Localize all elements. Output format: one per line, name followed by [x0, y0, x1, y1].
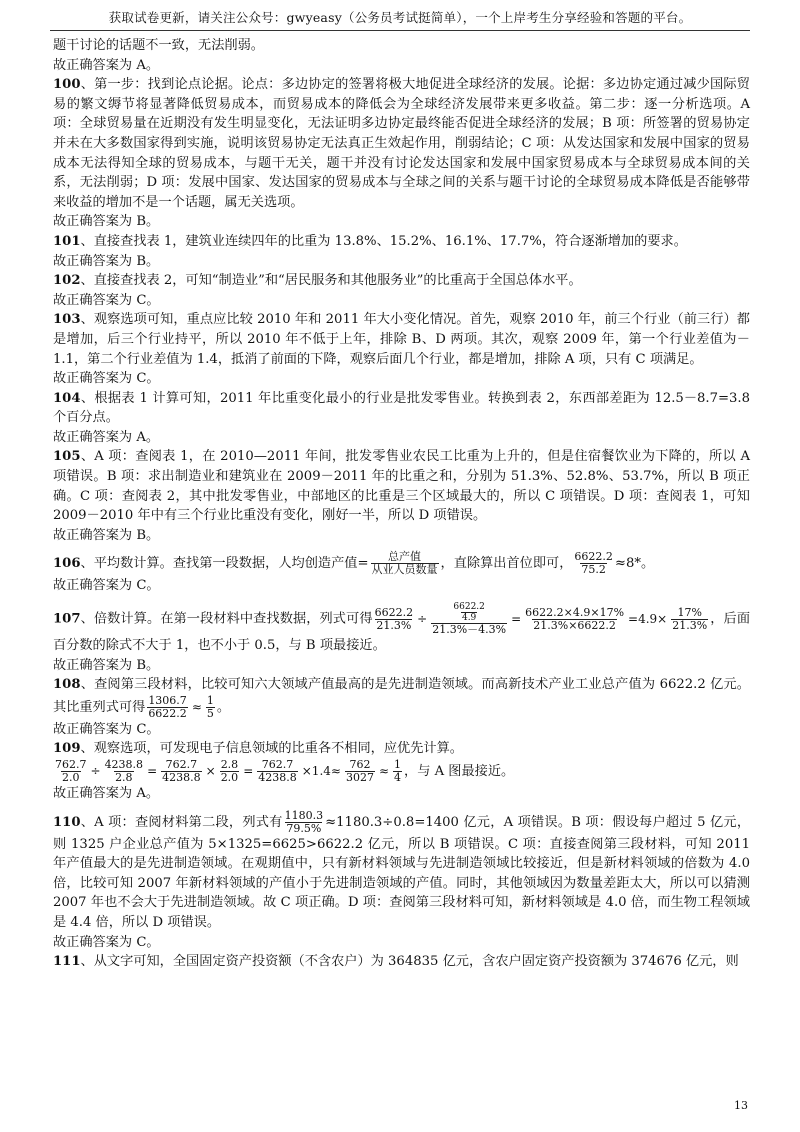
fraction	[55, 759, 87, 784]
fraction-denominator: 4.9	[461, 613, 477, 624]
fraction-denominator: 21.3%	[376, 618, 412, 632]
fraction-numerator: 6622.2	[453, 602, 485, 613]
fraction-numerator: 762.7	[261, 758, 294, 771]
fraction-numerator: 4238.8	[104, 758, 144, 771]
fraction-numerator: 1	[206, 693, 214, 707]
question-102	[53, 271, 750, 291]
question-text: 、直接查找表 1，建筑业连续四年的比重为 13.8%、15.2%、16.1%、17.7%，符合逐渐增加的要求。	[80, 233, 687, 249]
answer-line: 故正确答案为 B。	[53, 657, 160, 673]
operator: =	[243, 764, 254, 778]
question-100	[53, 75, 750, 212]
answer-line: 故正确答案为 A。	[53, 57, 160, 73]
operator: =	[147, 764, 158, 778]
fraction	[525, 607, 624, 632]
question-104	[53, 389, 750, 428]
fraction	[206, 695, 215, 720]
question-number: 102	[53, 273, 81, 289]
document-body	[53, 36, 750, 972]
fraction	[161, 759, 202, 784]
fraction-denominator: 4238.8	[162, 771, 201, 784]
question-106	[53, 551, 750, 576]
answer-line: 故正确答案为 C。	[53, 371, 160, 387]
fraction-denominator: 79.5%	[286, 821, 322, 835]
answer-line: 故正确答案为 B。	[53, 214, 160, 230]
answer-line: 故正确答案为 C。	[53, 292, 160, 308]
question-110	[53, 810, 750, 933]
question-text: 、观察选项，可发现电子信息领域的比重各不相同，应优先计算。	[80, 741, 463, 757]
fraction-denominator: 4238.8	[258, 771, 297, 784]
fraction-numerator: 6622.2	[374, 605, 414, 619]
question-107	[53, 602, 750, 656]
question-number: 101	[53, 233, 81, 249]
nested-fraction	[453, 602, 485, 623]
question-number: 104	[53, 390, 81, 406]
question-text: 、倍数计算。在第一段材料中查找数据，列式可得	[80, 611, 373, 627]
operator: ×1.4≈	[301, 764, 341, 778]
fraction	[105, 759, 144, 784]
question-number: 107	[53, 611, 81, 627]
fraction	[431, 602, 507, 636]
operator: =	[511, 611, 522, 626]
operator: ≈	[378, 764, 390, 778]
question-105	[53, 447, 750, 525]
fraction-denominator: 5	[206, 706, 214, 720]
fraction-denominator: 从业人员数量	[371, 563, 438, 577]
question-number: 109	[53, 741, 81, 757]
fraction	[345, 759, 375, 784]
header-rule	[50, 30, 750, 31]
question-text: 、第一步：找到论点论据。论点：多边协定的签署将极大地促进全球经济的发展。论据：多边协定通过减少国际贸易的繁文缛节将显著降低贸易成本，而贸易成本的降低会为全球经济发展带来更多收益。第二步：逐一分析选项。A 项：全球贸易量在近期没有发生明显变化，无法证明多边协定最终能否促进全球经济的发展；B 项：所签署的贸易协定并未在大多数国家得到实施，说明该贸易协定无法真正生效起作用，削弱结论；C 项：从发达国家和发展中国家的贸易成本无法得知全球的贸易成本，与题干无关，题干并没有讨论发达国家和发展中国家贸易成本与全球贸易成本间的关系，无法削弱；D 项：发展中国家、发达国家的贸易成本与全球之间的关系与题干讨论的全球贸易成本降低是否能够带来收益的增加不是一个话题，属无关选项。	[53, 77, 750, 210]
answer-line: 故正确答案为 C。	[53, 578, 160, 594]
intro-line: 题干讨论的话题不一致，无法削弱。	[53, 38, 264, 53]
fraction	[574, 551, 613, 576]
question-text: 、平均数计算。查找第一段数据，人均创造产值=	[80, 556, 369, 572]
fraction	[371, 551, 439, 576]
question-103	[53, 310, 750, 369]
fraction-numerator: 6622.2×4.9×17%	[525, 605, 625, 619]
operator: =4.9×	[628, 611, 668, 626]
fraction-denominator: 21.3%	[672, 618, 708, 632]
answer-line: 故正确答案为 C。	[53, 934, 160, 950]
fraction-numerator: 1306.7	[148, 693, 187, 707]
question-109	[53, 739, 750, 759]
question-109-formula	[53, 759, 750, 784]
operator: ×	[205, 764, 216, 778]
fraction-numerator: 762	[349, 758, 371, 771]
question-108	[53, 675, 750, 720]
fraction	[375, 607, 414, 632]
fraction-denominator: 21.3%×6622.2	[533, 618, 616, 632]
answer-line: 故正确答案为 B。	[53, 253, 160, 269]
question-text: 、从文字可知，全国固定资产投资额（不含农户）为 364835 亿元，含农户固定资产投资额为 374676 亿元，则	[80, 954, 739, 970]
fraction-denominator: 21.3%－4.3%	[432, 623, 507, 637]
question-number: 110	[53, 814, 81, 830]
operator: ÷	[90, 764, 101, 778]
question-text: ，与 A 图最接近。	[404, 764, 515, 779]
fraction-denominator: 75.2	[581, 563, 606, 577]
question-111	[53, 952, 750, 972]
fraction-numerator: 2.8	[220, 758, 239, 771]
fraction	[285, 810, 324, 835]
answer-line: 故正确答案为 B。	[53, 527, 160, 543]
fraction-denominator: 6622.2	[148, 706, 187, 720]
question-text: 、A 项：查阅材料第二段，列式有	[80, 814, 283, 830]
fraction-denominator: 2.0	[220, 771, 239, 784]
fraction	[671, 607, 708, 632]
answer-line: 故正确答案为 A。	[53, 429, 160, 445]
question-number: 111	[53, 954, 81, 970]
fraction-numerator: 1180.3	[284, 808, 324, 822]
page-number: 13	[734, 1099, 748, 1112]
fraction-numerator: 762.7	[165, 758, 198, 771]
fraction-numerator: 17%	[677, 605, 702, 619]
question-text: 、A 项：查阅表 1，在 2010—2011 年间，批发零售业农民工比重为上升的，但是住宿餐饮业为下降的，所以 A 项错误。B 项：求出制造业和建筑业在 2009－2011 年的比重之和，分别为 51.3%、52.8%、53.7%，所以 B 项正确。C 项：查阅表 2，其中批发零售业，中部地区的比重是三个区域最大的，所以 C 项错误。D 项：查阅表 1，可知 2009－2010 年中有三个行业比重没有变化，刚好一半，所以 D 项错误。	[53, 449, 750, 524]
fraction-denominator: 2.8	[115, 771, 133, 784]
question-number: 106	[53, 556, 81, 572]
question-text: ，直除算出首位即可，	[440, 556, 573, 572]
fraction-numerator: 762.7	[55, 758, 87, 771]
question-number: 108	[53, 677, 81, 693]
question-text: 、直接查找表 2，可知“制造业”和“居民服务和其他服务业”的比重高于全国总体水平。	[80, 273, 582, 289]
question-number: 100	[53, 77, 81, 93]
fraction-denominator: 2.0	[62, 771, 80, 784]
operator: ≈	[191, 699, 202, 714]
fraction	[257, 759, 298, 784]
fraction-denominator: 3027	[345, 771, 374, 784]
operator: ÷	[417, 611, 428, 626]
question-text: ，后面百分数的除式不大于 1，也不小于 0.5，与 B 项最接近。	[53, 611, 751, 654]
page-header: 获取试卷更新，请关注公众号：gwyeasy（公务员考试挺简单），一个上岸考生分享经验和答题的平台。	[108, 10, 692, 25]
question-text: ≈8*。	[614, 556, 655, 572]
answer-line: 故正确答案为 A。	[53, 786, 160, 801]
fraction-numerator: 1	[394, 758, 402, 771]
question-text: 、根据表 1 计算可知，2011 年比重变化最小的行业是批发零售业。转换到表 2，东西部差距为 12.5－8.7=3.8 个百分点。	[53, 390, 750, 426]
fraction-numerator: 6622.2	[574, 550, 613, 564]
fraction	[393, 759, 402, 784]
fraction	[147, 695, 188, 720]
question-text: 、观察选项可知，重点应比较 2010 年和 2011 年大小变化情况。首先，观察 2010 年，前三个行业（前三行）都是增加，后三个行业持平，所以 2010 年不低于上年，排除 B、D 两项。其次，观察 2009 年，第一个行业差值为－1.1，第二个行业差值为 1.4，抵消了前面的下降，观察后面几个行业，都是增加，排除 A 项，只有 C 项满足。	[53, 312, 750, 367]
question-101	[53, 232, 750, 252]
question-number: 103	[53, 312, 81, 328]
fraction-denominator: 4	[394, 771, 402, 784]
question-text: 、查阅第三段材料，比较可知六大领域产值最高的是先进制造领域。而高新技术产业工业总产值为 6622.2 亿元。其比重列式可得	[53, 677, 750, 715]
question-text: ≈1180.3÷0.8=1400 亿元，A 项错误。B 项：假设每户超过 5 亿元，则 1325 户企业总产值为 5×1325=6625>6622.2 亿元，所以 B 项错误。C 项：直接查阅第三段材料，可知 2011 年产值最大的是先进制造领域。在观期值中，只有新材料领域与先进制造领域比较接近，但是新材料领域的倍数为 4.0 倍，比较可知 2007 年新材料领域的产值小于先进制造领域的产值。同时，其他领域因为数量差距太大，所以可以猜测 2007 年也不会大于先进制造领域。故 C 项正确。D 项：查阅第三段材料可知，新材料领域是 4.0 倍，而生物工程领域是 4.4 倍，所以 D 项错误。	[53, 814, 751, 930]
answer-line: 故正确答案为 C。	[53, 721, 160, 737]
question-number: 105	[53, 449, 81, 465]
fraction	[220, 759, 240, 784]
fraction-numerator: 总产值	[388, 550, 422, 564]
question-text: 。	[216, 699, 231, 715]
